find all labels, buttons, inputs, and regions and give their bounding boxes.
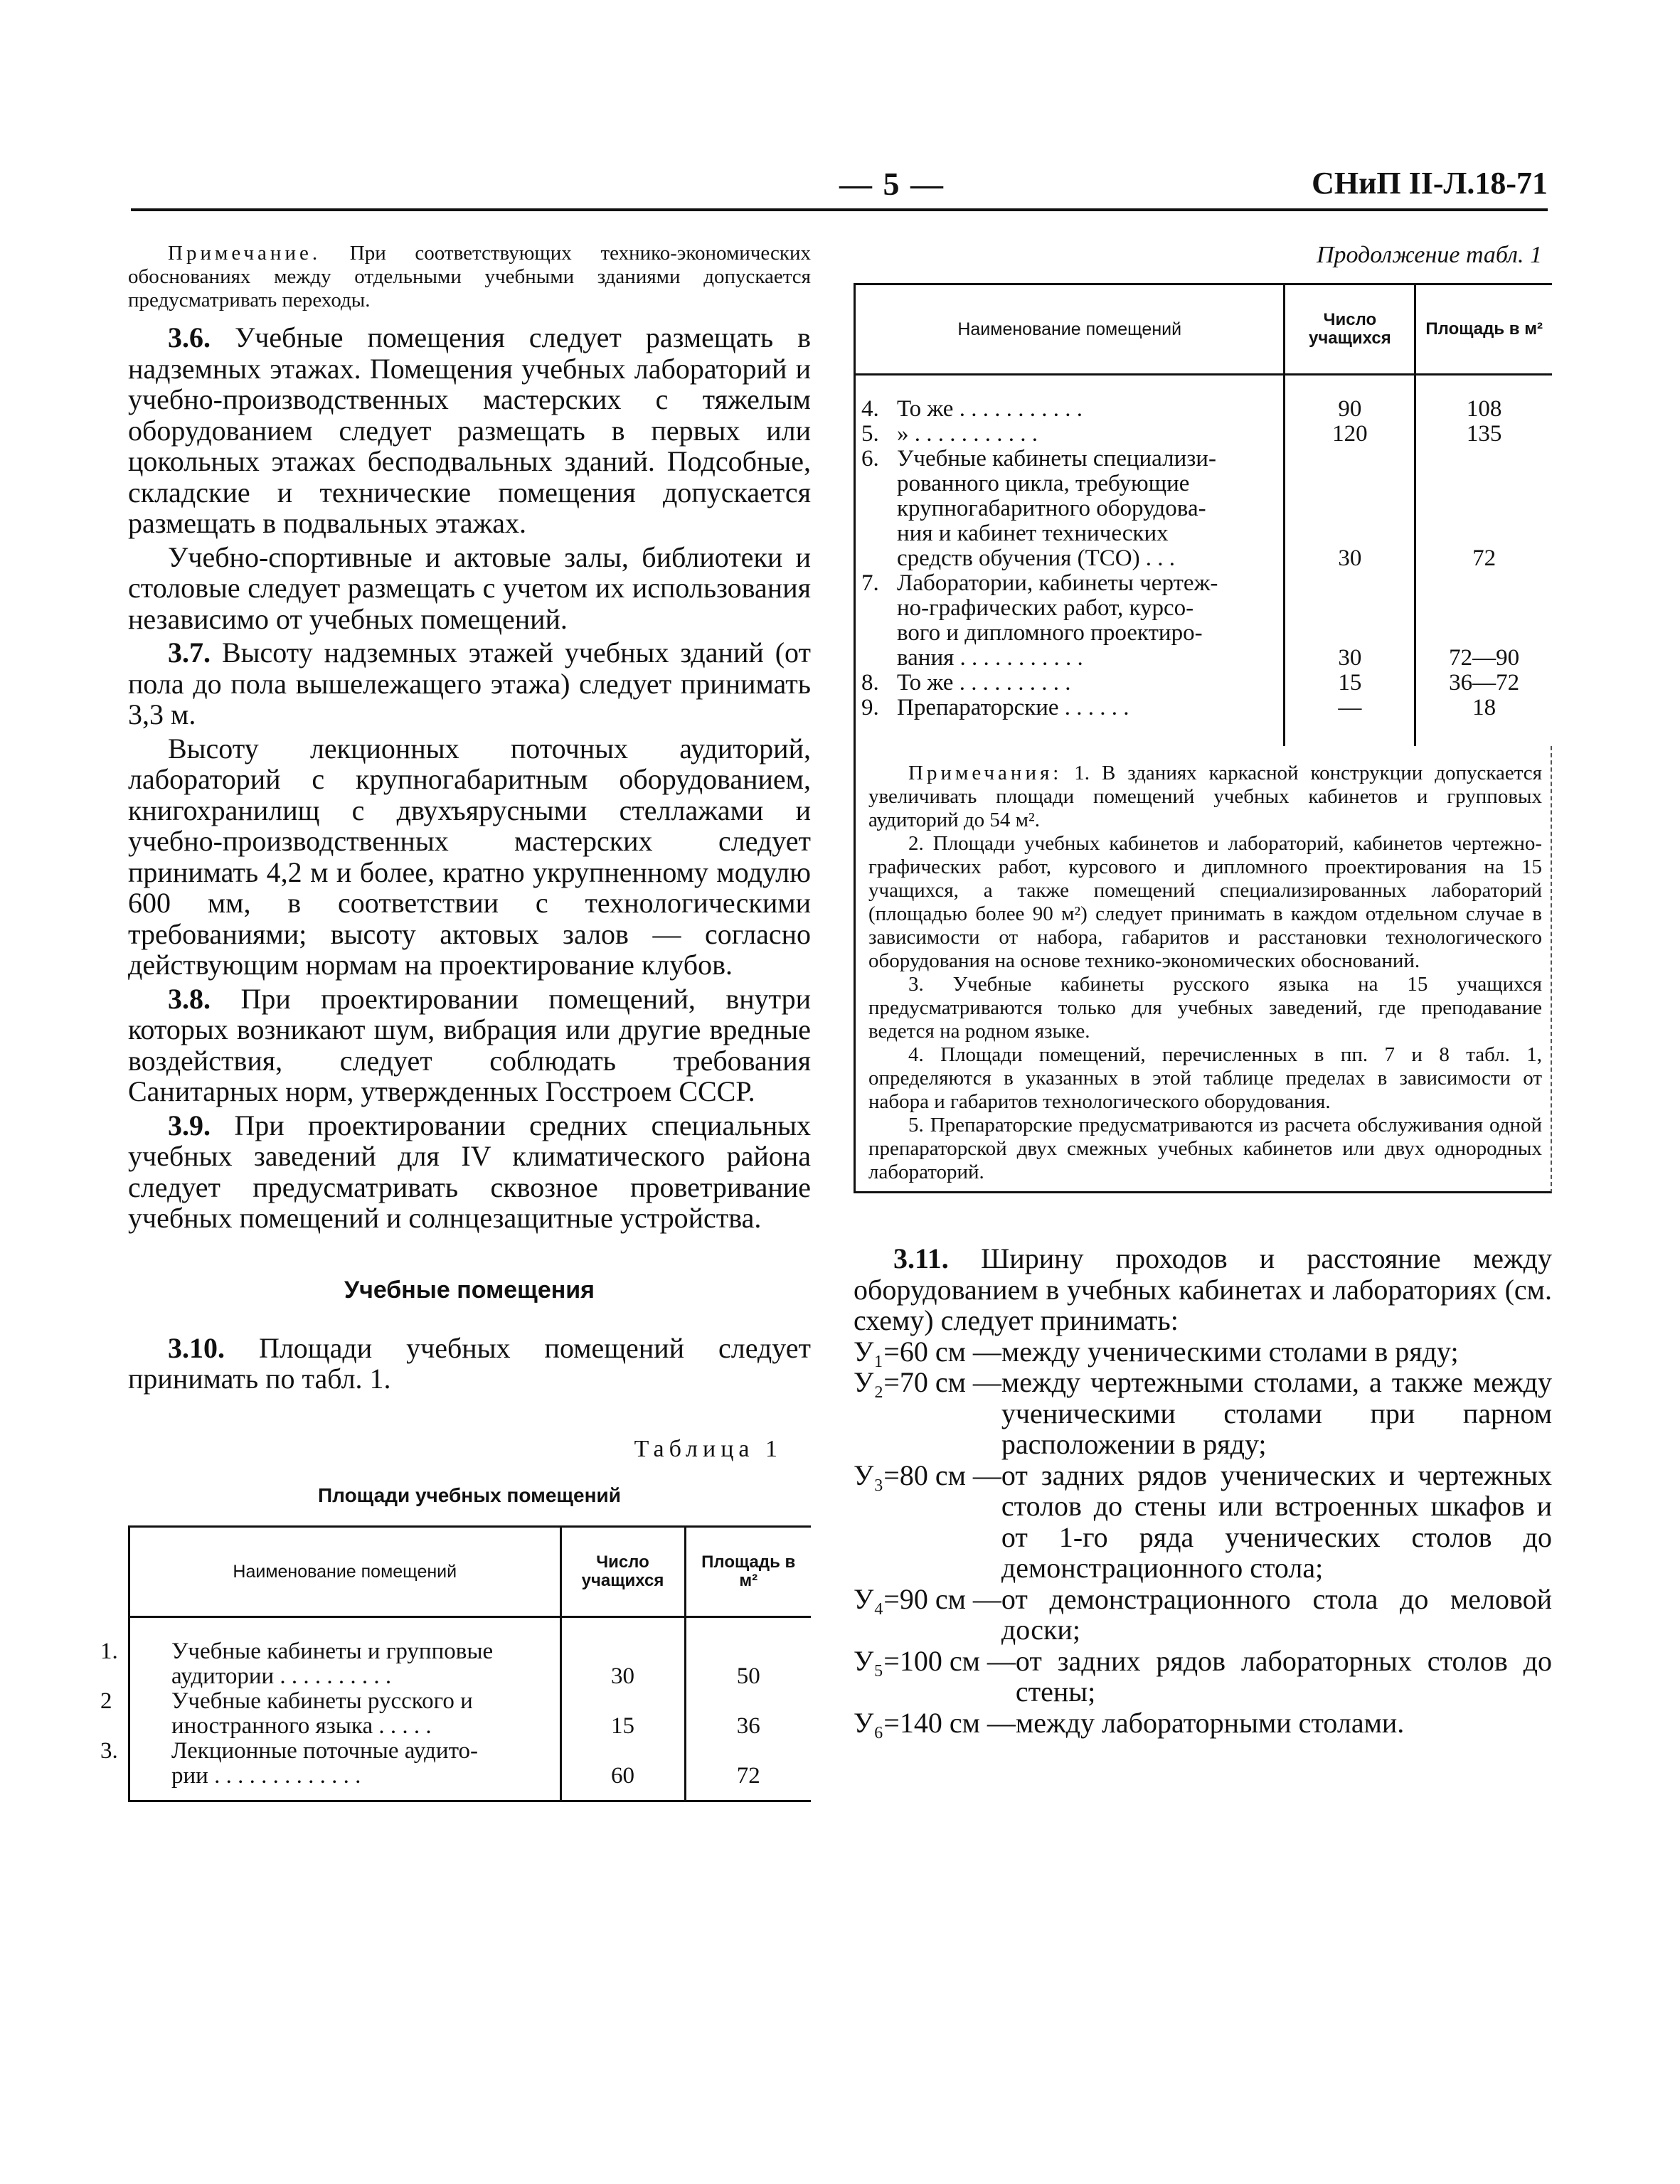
clause-3-9 <box>128 1110 811 1234</box>
dimension-key: У₁=60 см — <box>854 1335 1001 1368</box>
row-num: 9. <box>861 695 879 720</box>
row-name <box>856 375 1285 422</box>
row-line: средств обучения (ТСО) . . . <box>897 545 1176 571</box>
list-item <box>854 1584 1552 1646</box>
row-line: иностранного языка . . . . . <box>171 1712 432 1739</box>
header-area: Площадь в м² <box>1415 285 1552 375</box>
row-line: Препараторские . . . . . . <box>897 695 1129 720</box>
clause-text: Учебные помещения следует размещать в надземных этажах. Помещения учебных лабораторий и учебно-производственных мастерских с тяжелым оборудованием следует размещать в первых или цокольных этажах бесподвальных зданий. Подсобные, складские и технические помещения допускается размещать в подвальных этажах. <box>128 321 811 539</box>
clause-text: При проектировании помещений, внутри которых возникают шум, вибрация или другие вредные воздействия, следует соблюдать требования Санитарных норм, утвержденных Госстроем СССР. <box>128 982 811 1107</box>
row-name <box>856 571 1285 671</box>
clause-text: Площади учебных помещений следует принимать по табл. 1. <box>128 1331 811 1395</box>
row-name <box>100 1616 560 1689</box>
clause-3-6-b: Учебно-спортивные и актовые залы, библиотеки и столовые следует размещать с учетом их использования независимо от учебных помещений. <box>128 540 811 635</box>
page-header <box>131 165 1548 208</box>
clause-number: 3.11. <box>893 1242 949 1274</box>
area-table-continued <box>856 285 1552 746</box>
row-line: Учебные кабинеты специализи- <box>897 446 1216 472</box>
row-count: 30 <box>1285 571 1415 671</box>
clause-3-10 <box>128 1333 811 1395</box>
row-num: 3. <box>100 1737 118 1764</box>
row-count: 30 <box>560 1616 685 1689</box>
area-table <box>100 1528 811 1800</box>
dimension-key: У₄=90 см — <box>854 1582 1001 1615</box>
clause-number: 3.10. <box>168 1331 225 1364</box>
row-line: » . . . . . . . . . . . <box>897 421 1038 447</box>
document-code: СНиП II-Л.18-71 <box>1312 166 1548 201</box>
page-number: — 5 — <box>839 166 945 202</box>
row-area: 135 <box>1466 421 1502 447</box>
table-row <box>856 375 1552 422</box>
header-rule <box>131 208 1548 211</box>
row-line: То же . . . . . . . . . . . <box>897 396 1083 422</box>
clause-3-11 <box>854 1243 1552 1336</box>
dimension-key: У₃=80 см — <box>854 1459 1001 1491</box>
header-area: Площадь в м² <box>685 1528 811 1617</box>
clause-text: При проектировании средних специальных учебных заведений для IV климатического района следует предусматривать сквозное проветривание учебных помещений и солнцезащитные устройства. <box>128 1109 811 1234</box>
table-row <box>856 571 1552 671</box>
clause-number: 3.6. <box>168 321 211 353</box>
note-1 <box>868 762 1542 832</box>
row-name <box>100 1688 560 1739</box>
row-line: Учебные кабинеты и групповые <box>171 1638 494 1664</box>
note-text: 1. В зданиях каркасной конструкции допускается увеличивать площади помещений учебных кабинетов и групповых аудиторий до 54 м². <box>868 762 1542 831</box>
row-line: Лекционные поточные аудито- <box>171 1737 479 1764</box>
row-num: 4. <box>861 396 879 422</box>
dimension-key: У₅=100 см — <box>854 1644 1016 1677</box>
dimension-key: У₆=140 см — <box>854 1706 1016 1739</box>
dimension-value: между чертежными столами, а также между ученическими столами при парном расположении в ряду; <box>1001 1366 1552 1460</box>
clause-text: Ширину проходов и расстояние между оборудованием в учебных кабинетах и лабораториях (см. схему) следует принимать: <box>854 1242 1552 1336</box>
row-name <box>856 671 1285 696</box>
list-item <box>854 1336 1552 1368</box>
header-name: Наименование помещений <box>130 1528 560 1617</box>
row-area: 72 <box>736 1762 760 1789</box>
table-label: Таблица 1 <box>634 1435 782 1462</box>
list-item <box>854 1460 1552 1584</box>
right-column <box>854 242 1552 1738</box>
table-row <box>130 1616 811 1689</box>
header-count: Число учащихся <box>1285 285 1415 375</box>
dimension-list <box>854 1336 1552 1739</box>
row-count: 90 <box>1285 375 1415 422</box>
dimension-value: между лабораторными столами. <box>1015 1706 1405 1739</box>
dimension-value: от задних рядов ученических и чертежных столов до стены или встроенных шкафов и от 1-го ряда ученических столов до демонстрационного стола; <box>1001 1459 1552 1584</box>
row-num: 6. <box>861 446 879 472</box>
row-area: 36 <box>736 1712 760 1739</box>
row-line: вого и дипломного проектиро- <box>897 620 1203 646</box>
table-continuation-label: Продолжение табл. 1 <box>1316 242 1542 268</box>
row-count: — <box>1285 696 1415 746</box>
row-line: вания . . . . . . . . . . . <box>897 645 1083 671</box>
notes-prefix: Примечания: <box>908 762 1063 784</box>
table-row <box>856 696 1552 746</box>
row-line: но-графических работ, курсо- <box>897 595 1194 621</box>
dimension-value: от демонстрационного стола до меловой доски; <box>1001 1582 1552 1646</box>
list-item <box>854 1367 1552 1460</box>
note-3: 3. Учебные кабинеты русского языка на 15 учащихся предусматриваются только для учебных заведений, где преподавание ведется на родном языке. <box>868 973 1542 1043</box>
table-title: Площади учебных помещений <box>318 1483 621 1506</box>
clause-number: 3.9. <box>168 1109 211 1141</box>
list-item <box>854 1708 1552 1739</box>
row-line: ния и кабинет технических <box>897 521 1169 546</box>
row-area: 72—90 <box>1449 645 1520 671</box>
row-area: 108 <box>1466 396 1502 422</box>
row-line: Учебные кабинеты русского и <box>171 1688 473 1714</box>
note-crossings <box>128 242 811 312</box>
clause-3-7 <box>128 637 811 730</box>
row-name <box>100 1737 560 1800</box>
row-num: 8. <box>861 670 879 696</box>
row-line: рии . . . . . . . . . . . . . <box>171 1762 361 1789</box>
row-line: То же . . . . . . . . . . <box>897 670 1071 696</box>
row-line: аудитории . . . . . . . . . . <box>171 1663 392 1689</box>
clause-3-8 <box>128 984 811 1107</box>
row-count: 120 <box>1285 422 1415 447</box>
row-area: 36—72 <box>1449 670 1520 696</box>
note-5: 5. Препараторские предусматриваются из расчета обслуживания одной препараторской двух смежных учебных кабинетов или двух однородных лабораторий. <box>868 1114 1542 1183</box>
table-1-continued <box>854 283 1552 746</box>
header-name: Наименование помещений <box>856 285 1285 375</box>
table-row <box>130 1739 811 1800</box>
table-row <box>856 671 1552 696</box>
row-count: 15 <box>1285 671 1415 696</box>
note-prefix: Примечание. <box>168 242 321 265</box>
row-name <box>856 422 1285 447</box>
list-item <box>854 1646 1552 1708</box>
note-4: 4. Площади помещений, перечисленных в пп. 7 и 8 табл. 1, определяются в указанных в этой таблице пределах в зависимости от набора и габаритов технологического оборудования. <box>868 1043 1542 1113</box>
table-notes <box>854 746 1552 1193</box>
row-count: 60 <box>560 1739 685 1800</box>
header-count: Число учащихся <box>560 1528 685 1617</box>
row-line: крупногабаритного оборудова- <box>897 496 1206 521</box>
row-line: рованного цикла, требующие <box>897 471 1190 496</box>
left-column <box>100 242 811 1802</box>
section-heading: Учебные помещения <box>344 1276 595 1304</box>
note-2: 2. Площади учебных кабинетов и лабораторий, кабинетов чертежно-графических работ, курсового и дипломного проектирования на 15 учащихся, а также помещений специализированных лабораторий (площадью более 90 м²) следует принимать в каждом отдельном случае в зависимости от набора, габаритов и расстановки технологического оборудования на основе технико-экономических обоснований. <box>868 832 1542 972</box>
table-row <box>856 447 1552 571</box>
row-area: 72 <box>1472 545 1496 571</box>
table-row <box>130 1689 811 1739</box>
clause-number: 3.8. <box>168 982 211 1015</box>
dimension-value: между ученическими столами в ряду; <box>1001 1335 1459 1368</box>
clause-3-6 <box>128 322 811 539</box>
row-num: 5. <box>861 421 879 447</box>
table-header-row <box>130 1528 811 1617</box>
row-num: 1. <box>100 1638 118 1664</box>
note-text: При соответствующих технико-экономических обоснованиях между отдельными учебными зданиями допускается предусматривать переходы. <box>128 242 811 311</box>
row-area: 18 <box>1472 695 1496 720</box>
clause-3-7-b: Высоту лекционных поточных аудиторий, лабораторий с крупногабаритным оборудованием, книгохранилищ с двухъярусными стеллажами и учебно-производственных мастерских следует принимать 4,2 м и более, кратно укрупненному модулю 600 мм, в соответствии с технологическими требованиями; высоту актовых залов — согласно действующим нормам на проектирование клубов. <box>128 732 811 981</box>
row-num: 7. <box>861 570 879 596</box>
clause-text: Высоту надземных этажей учебных зданий (от пола до пола вышележащего этажа) следует принимать 3,3 м. <box>128 636 811 730</box>
row-name <box>856 696 1285 746</box>
row-num: 2 <box>100 1688 112 1714</box>
dimension-key: У₂=70 см — <box>854 1366 1001 1398</box>
clause-number: 3.7. <box>168 636 211 668</box>
table-header-row <box>856 285 1552 375</box>
table-row <box>856 422 1552 447</box>
row-name <box>856 447 1285 571</box>
dimension-value: от задних рядов лабораторных столов до стены; <box>1015 1644 1552 1708</box>
table-1 <box>100 1525 811 1802</box>
row-count: 15 <box>560 1689 685 1739</box>
row-area: 50 <box>736 1663 760 1689</box>
row-count: 30 <box>1285 447 1415 571</box>
row-line: Лаборатории, кабинеты чертеж- <box>897 570 1218 596</box>
